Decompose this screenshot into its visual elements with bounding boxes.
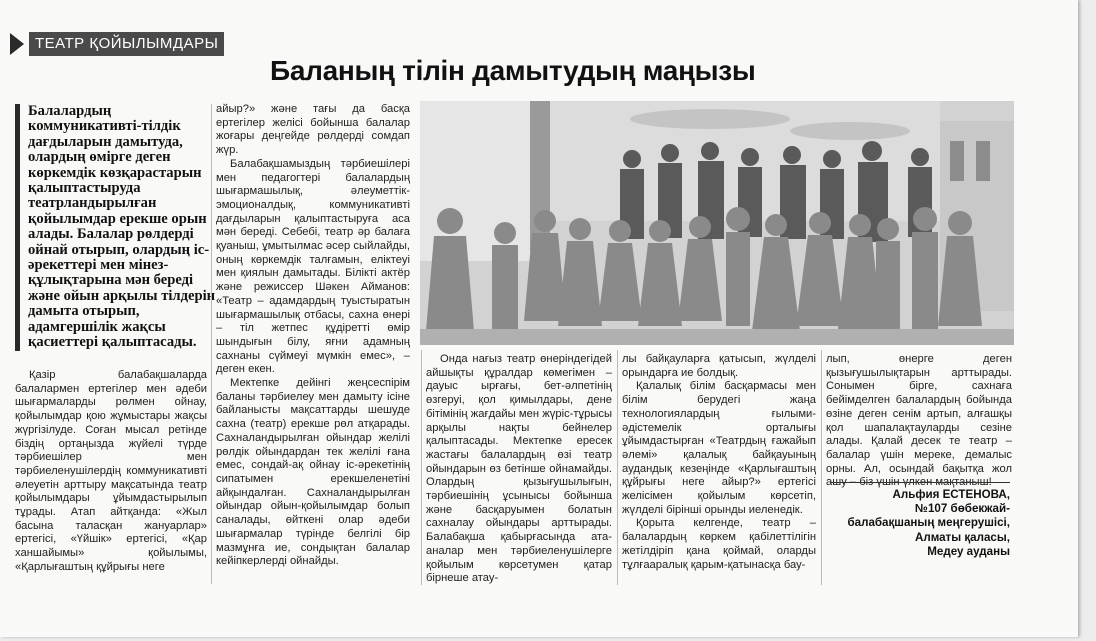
column-4-paragraph-3: Қорыта келгенде, театр – балалардың көркем қабілеттілігін жетілдіріп қана қоймай, оларды тұлғааралық қарым-қатынасқа бау- bbox=[622, 517, 816, 571]
author-name: Альфия ЕСТЕНОВА, bbox=[892, 488, 1010, 501]
article-column-5 bbox=[826, 353, 1012, 490]
author-byline bbox=[830, 488, 1010, 559]
column-4-paragraph-2: Қалалық білім басқармасы мен білім берудегі жаңа технологиялардың ғылыми-әдістемелік орталығы ұйымдастырған «Театрдың ғажайып әлемі» қалалық байқауының аудандық кезеңінде «Қарлығаштың құйрығы неге айыр?» ертегісі желісімен қойылым көрсетіп, жүлделі бірінші орынды иеленедік. bbox=[622, 380, 816, 516]
column-2-paragraph-2: Балабақшамыздың тәрбиешілері мен педагогтері балалардың шығармашылық, әлеуметтік-эмоционалдық, коммуникативті дағдыларын қалыптастыруға аса мән береді. Себебі, театр әр балаға қуаныш, ұмытылмас әсер сыйлайды, оның көркемдік талғамын, еліктеуі мен қиялын дамытады. Білікті актёр және режиссер Шәкен Айманов: «Театр – адамдардың туыстыратын шығармашылық отбасы, сахна өнері – тіл жетпес құдіретті өмір шындығын білу, яғни адамның сахнаны сүймеуі мүмкін емес», – деген екен. bbox=[216, 157, 410, 376]
author-city: Алматы қаласы, bbox=[914, 530, 1010, 544]
article-column-1 bbox=[15, 369, 207, 575]
column-3-paragraph: Онда нағыз театр өнеріндегідей айшықты құралдар көмегімен – дауыс ырғағы, бет-әлпетінің өзгеруі, қол қимылдары, дене бітімінің жағдайы мен жүріс-тұрысы арқылы нақты бейнелер қалыптасады. Мектепке ересек жастағы балалардың өзі театр ойындарын өз бетінше ойнамайды. Олардың қызығушылығын, тәрбиешінің ұсынысы бойынша және басқаруымен болатын сахналау ойындары арттырады. Балабақша қабырғасында ата-аналар мен тәрбиеленушілерге қойылым көрсетумен қатар бірнеше атау- bbox=[426, 353, 612, 585]
author-org-line-1: №107 бөбекжай- bbox=[915, 502, 1010, 516]
article-column-3 bbox=[426, 353, 612, 586]
rubric-label: ТЕАТР ҚОЙЫЛЫМДАРЫ bbox=[29, 32, 224, 56]
column-divider bbox=[821, 350, 822, 585]
section-rubric bbox=[10, 32, 224, 56]
column-1-paragraph: Қазір балабақшаларда балалармен ертегілер мен әдеби шығармаларды рөлмен ойнау, қойылымдар қою жұмыстары жақсы жүргізілуде. Соған мысал ретінде біздің ортаңызда жүйелі түрде тәрбиешілер мен тәрбиеленушілердің коммуникативті әлеуетін арттыру мақсатында театр қойылымдары ұйымдастырылып тұрады. Атап айтқанда: «Жыл басына таласқан жануарлар» ертегісі, «Үйшік» ертегісі, «Қар ханшайымы» қойылымы, «Қарлығаштың құйрығы неге bbox=[15, 369, 207, 573]
column-4-paragraph-1: лы байқауларға қатысып, жүлделі орындарға ие болдық. bbox=[622, 353, 816, 379]
column-2-paragraph-3: Мектепке дейінгі жеңсеспірім баланы тәрбиелеу мен дамыту ісіне байланысты мақсаттарды шешуде сахна (театр) ерекше рөл атқарады. Сахналандырылған ойындар желілі рөлдік ойындардан тек желілі ғана емес, сондай-ақ ойнау іс-әрекетінің сипатымен ерекшеленетіні айқындалған. Сахналандырылған ойындар ойын-қойылымдар болып саналады, өйткені олар әдеби шығармалар түрінде белгілі бір мазмұнға ие, сондықтан балалар кейіпкерлерді ойнайды. bbox=[216, 377, 410, 568]
column-divider bbox=[421, 350, 422, 585]
article-lead: Балалардың коммуникативті-тілдік дағдыларын дамытуда, олардың өмірге деген көркемдік көзқарастарын қалыптастыруда театрландырылған қойылымдар ерекше орын алады. Балалар рөлдерді ойнай отырып, олардың іс-әрекеттері мен мінез-құлықтарына мән береді және ойын арқылы тілдерін дамыта отырып, адамгершілік жақсы қасиеттері қалыптасады. bbox=[15, 104, 218, 351]
author-org-line-2: балабақшаның меңгерушісі, bbox=[847, 516, 1010, 530]
article-column-2 bbox=[216, 103, 410, 569]
group-photo-icon bbox=[420, 101, 1014, 345]
column-2-paragraph-1: айыр?» және тағы да басқа ертегілер желісі бойынша балалар жоғары деңгейде рөлдерді сомдап жүр. bbox=[216, 103, 410, 157]
article-photo bbox=[420, 101, 1014, 345]
column-5-paragraph: лып, өнерге деген қызығушылықтарын арттырады. Сонымен бірге, сахнаға бейімделген балалардың бойында өзіне деген сенім артып, алғашқы қол шапалақтауларды сезіне алады. Қалай десек те театр – балалар үшін мереке, демалыс орны. Ал, осындай бақытқа жол ашу – біз үшін үлкен мақтаныш! bbox=[826, 353, 1012, 489]
column-divider bbox=[211, 104, 212, 584]
article-headline: Баланың тілін дамытудың маңызы bbox=[270, 55, 756, 86]
column-divider bbox=[617, 350, 618, 585]
article-column-4 bbox=[622, 353, 816, 572]
author-district: Медеу ауданы bbox=[927, 544, 1010, 558]
rubric-arrow-icon bbox=[10, 33, 24, 55]
byline-rule bbox=[830, 482, 1010, 483]
